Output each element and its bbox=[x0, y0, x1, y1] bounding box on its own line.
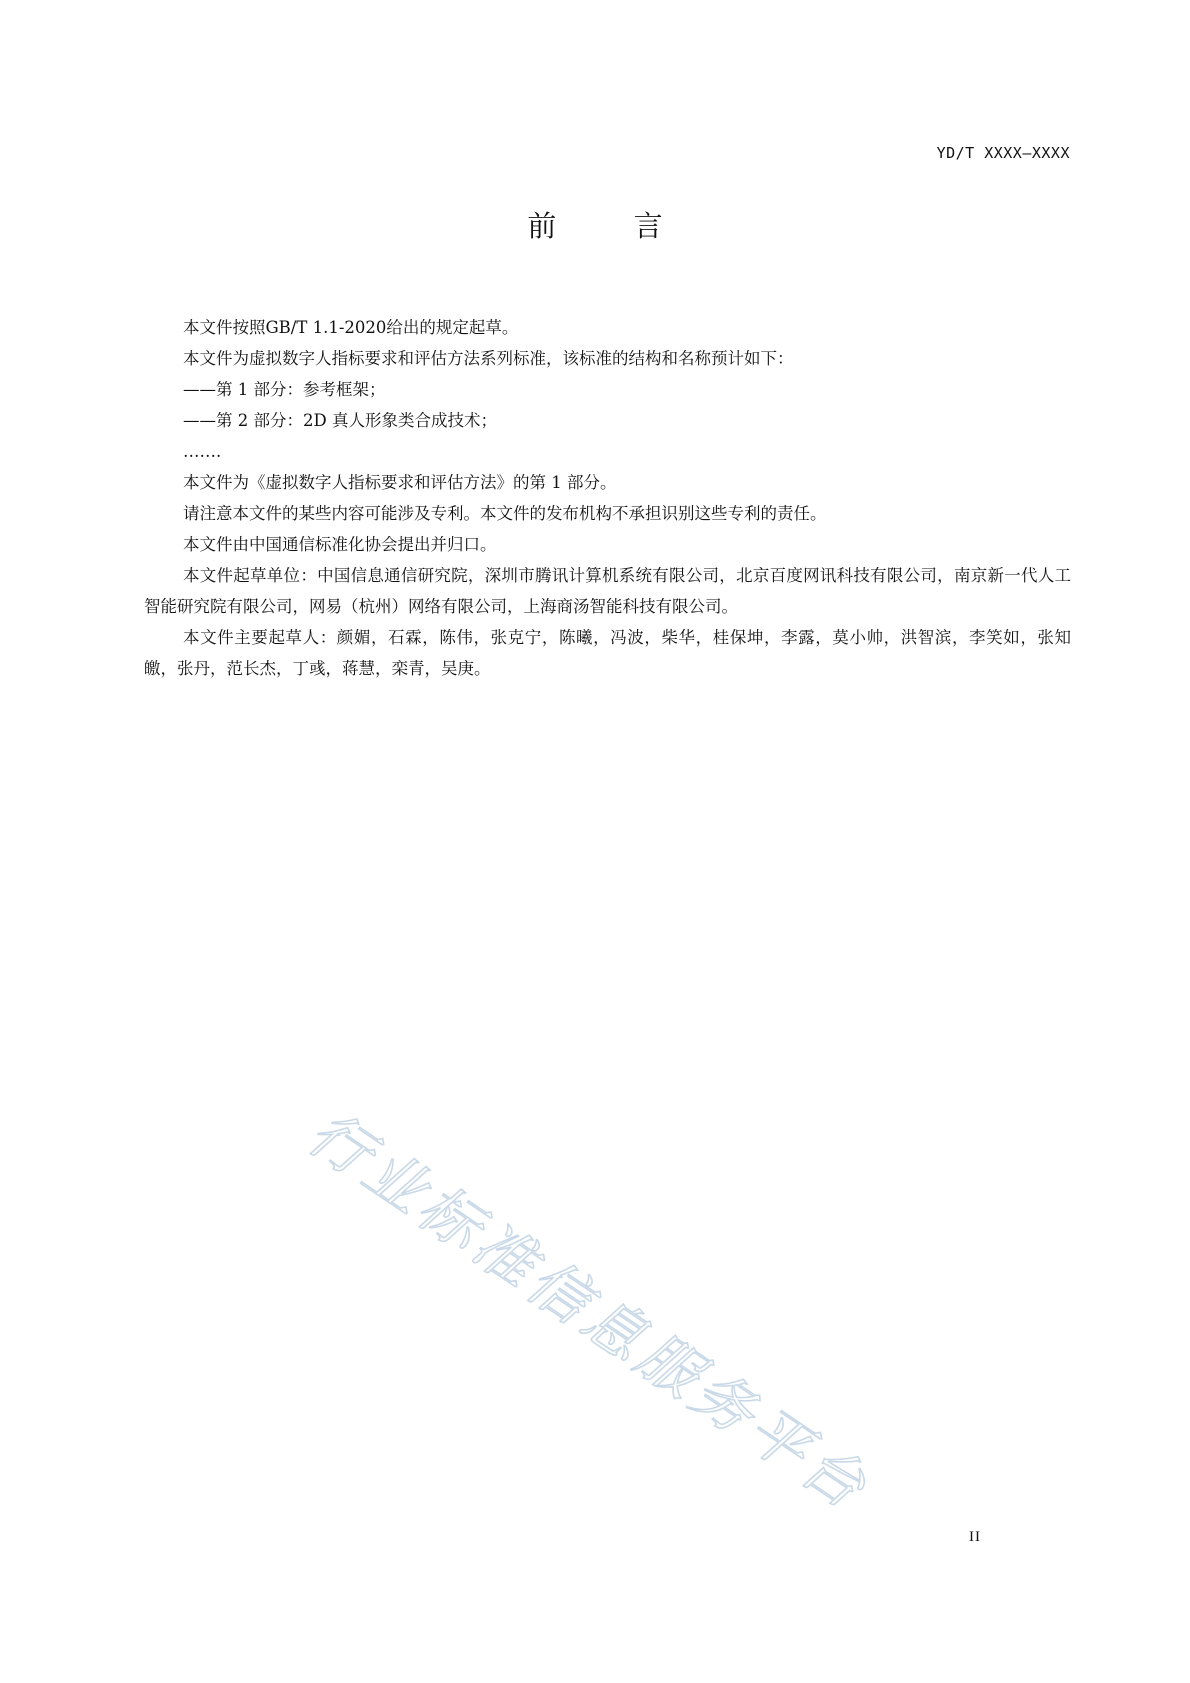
paragraph-series-intro: 本文件为虚拟数字人指标要求和评估方法系列标准，该标准的结构和名称预计如下： bbox=[183, 349, 794, 368]
page-number: II bbox=[969, 1529, 981, 1545]
paragraph-drafters: 本文件主要起草人：颜媚，石霖，陈伟，张克宁，陈曦，冯波，柴华，桂保坤，李露，莫小帅，洪智滨，李笑如，张知皦，张丹，范长杰，丁彧，蒋慧，栾青，吴庚。 bbox=[144, 628, 1071, 678]
document-code: YD/T XXXX—XXXX bbox=[936, 144, 1070, 162]
paragraph-drafting-units: 本文件起草单位：中国信息通信研究院，深圳市腾讯计算机系统有限公司，北京百度网讯科技有限公司，南京新一代人工智能研究院有限公司，网易（杭州）网络有限公司，上海商汤智能科技有限公司。 bbox=[144, 566, 1071, 616]
list-ellipsis: ……. bbox=[183, 442, 222, 461]
paragraph-patent-notice: 请注意本文件的某些内容可能涉及专利。本文件的发布机构不承担识别这些专利的责任。 bbox=[183, 504, 827, 523]
preface-body bbox=[144, 312, 1071, 684]
paragraph-proposer: 本文件由中国通信标准化协会提出并归口。 bbox=[183, 535, 497, 554]
paragraph-part-statement: 本文件为《虚拟数字人指标要求和评估方法》的第 1 部分。 bbox=[183, 473, 617, 492]
list-item-part-2: ——第 2 部分：2D 真人形象类合成技术； bbox=[183, 411, 497, 430]
list-item-part-1: ——第 1 部分：参考框架； bbox=[183, 380, 386, 399]
watermark: 行业标准信息服务平台 bbox=[295, 1098, 882, 1526]
section-title: 前 言 bbox=[527, 209, 697, 243]
paragraph-drafting-rule: 本文件按照GB/T 1.1-2020给出的规定起草。 bbox=[183, 318, 519, 337]
